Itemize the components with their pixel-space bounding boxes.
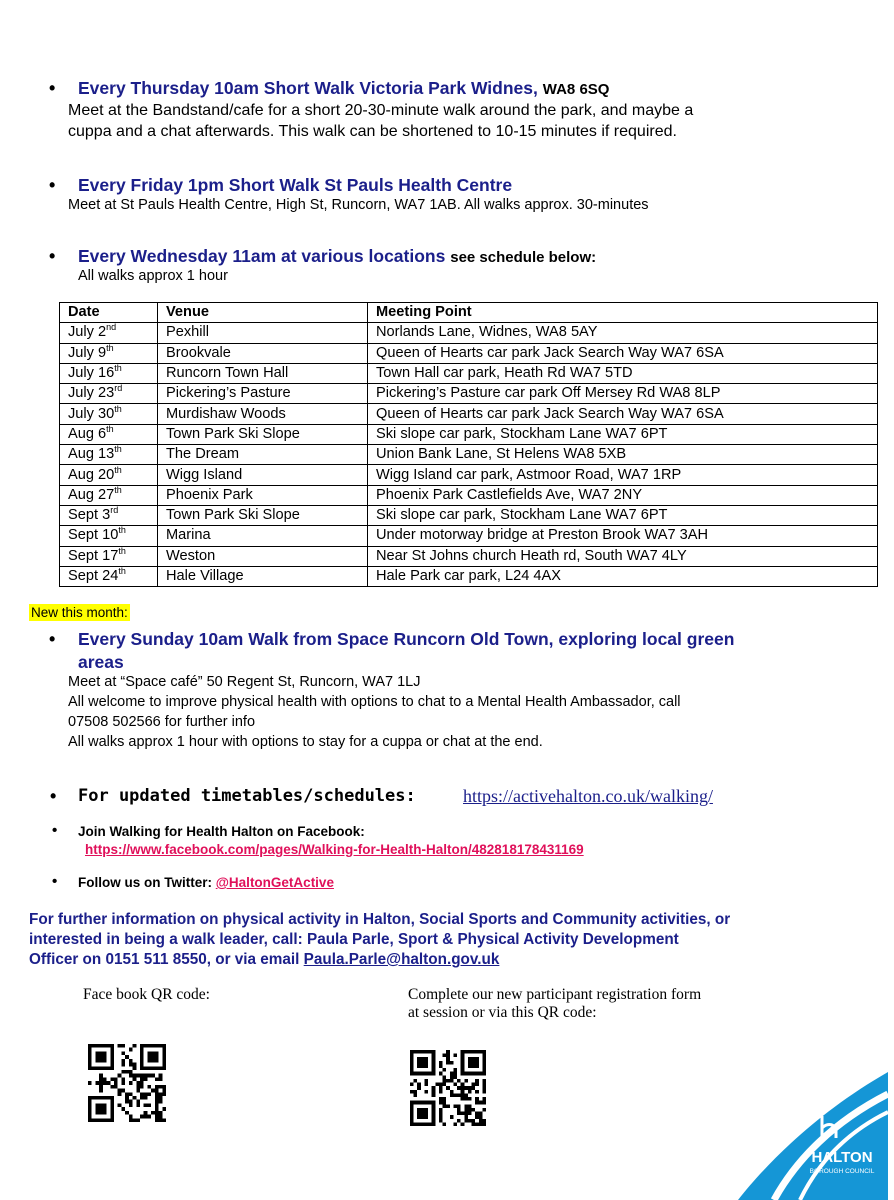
logo-name: HALTON [811,1149,873,1166]
cell-meeting-point: Pickering’s Pasture car park Off Mersey Rd WA8 8LP [368,384,878,404]
table-row [60,343,878,363]
twitter-handle-link[interactable]: @HaltonGetActive [215,875,334,890]
cell-date: Sept 10th [60,526,158,546]
cell-date: July 2nd [60,323,158,343]
table-row [60,404,878,424]
schedule-table [59,302,878,587]
updated-timetables-label: For updated timetables/schedules: [78,786,416,806]
table-row [60,546,878,566]
cell-date: July 23rd [60,384,158,404]
cell-date: Aug 27th [60,485,158,505]
cell-meeting-point: Norlands Lane, Widnes, WA8 5AY [368,323,878,343]
sunday-line4: All walks approx 1 hour with options to stay for a cuppa or chat at the end. [68,734,543,750]
sunday-line1: Meet at “Space café” 50 Regent St, Runcorn, WA7 1LJ [68,674,421,690]
cell-meeting-point: Union Bank Lane, St Helens WA8 5XB [368,445,878,465]
sunday-heading-2: areas [78,652,124,672]
contact-block [29,910,730,970]
contact-line3: Officer on 0151 511 8550, or via email Paula.Parle@halton.gov.uk [29,951,500,968]
activehalton-link[interactable]: https://activehalton.co.uk/walking/ [463,786,713,806]
table-row [60,424,878,444]
table-row [60,323,878,343]
header-venue: Venue [158,303,368,323]
cell-venue: Runcorn Town Hall [158,363,368,383]
cell-meeting-point: Ski slope car park, Stockham Lane WA7 6PT [368,424,878,444]
cell-meeting-point: Town Hall car park, Heath Rd WA7 5TD [368,363,878,383]
friday-heading: Every Friday 1pm Short Walk St Pauls Health Centre [78,175,513,195]
bullet-icon: • [49,246,56,266]
table-row [60,384,878,404]
contact-line2: interested in being a walk leader, call: Paula Parle, Sport & Physical Activity Development [29,931,679,948]
cell-venue: Pickering’s Pasture [158,384,368,404]
bullet-icon: • [50,786,57,806]
cell-date: Sept 24th [60,566,158,586]
halton-council-logo [738,1072,888,1200]
cell-venue: Weston [158,546,368,566]
cell-meeting-point: Under motorway bridge at Preston Brook WA7 3AH [368,526,878,546]
sunday-line3: 07508 502566 for further info [68,714,256,730]
cell-date: Aug 6th [60,424,158,444]
cell-date: Sept 17th [60,546,158,566]
logo-swoosh-shape [738,1072,888,1200]
new-this-month-badge: New this month: [31,605,128,620]
facebook-label: Join Walking for Health Halton on Facebook: [78,824,365,839]
registration-qr-label-2: at session or via this QR code: [408,1004,597,1021]
facebook-link[interactable]: https://www.facebook.com/pages/Walking-for-Health-Halton/482818178431169 [85,842,584,857]
table-row [60,363,878,383]
registration-qr-code[interactable] [410,1050,486,1126]
cell-date: July 30th [60,404,158,424]
registration-qr-label-1: Complete our new participant registration form [408,986,702,1003]
cell-venue: Murdishaw Woods [158,404,368,424]
header-meeting-point: Meeting Point [368,303,878,323]
cell-venue: The Dream [158,445,368,465]
table-row [60,566,878,586]
bullet-icon: • [49,175,56,195]
cell-date: Sept 3rd [60,505,158,525]
cell-venue: Pexhill [158,323,368,343]
table-row [60,505,878,525]
cell-venue: Town Park Ski Slope [158,505,368,525]
bullet-icon: • [49,629,56,649]
logo-sub: BOROUGH COUNCIL [809,1168,875,1175]
header-date: Date [60,303,158,323]
thursday-line2: cuppa and a chat afterwards. This walk can be shortened to 10-15 minutes if required. [68,123,677,140]
wednesday-heading: Every Wednesday 11am at various locations see schedule below: [78,246,597,266]
bullet-icon: • [52,873,58,890]
table-row [60,485,878,505]
cell-date: July 9th [60,343,158,363]
sunday-heading-1: Every Sunday 10am Walk from Space Runcorn Old Town, exploring local green [78,629,735,649]
bullet-icon: • [52,822,58,839]
contact-email-link[interactable]: Paula.Parle@halton.gov.uk [303,951,500,968]
sunday-line2: All welcome to improve physical health with options to chat to a Mental Health Ambassador, call [68,694,681,710]
cell-meeting-point: Wigg Island car park, Astmoor Road, WA7 1RP [368,465,878,485]
cell-meeting-point: Near St Johns church Heath rd, South WA7 4LY [368,546,878,566]
cell-date: Aug 20th [60,465,158,485]
cell-venue: Hale Village [158,566,368,586]
table-row [60,445,878,465]
cell-venue: Phoenix Park [158,485,368,505]
cell-meeting-point: Queen of Hearts car park Jack Search Way WA7 6SA [368,343,878,363]
bullet-icon: • [49,78,56,98]
cell-date: July 16th [60,363,158,383]
contact-line1: For further information on physical activity in Halton, Social Sports and Community activities, or [29,911,731,928]
thursday-heading: Every Thursday 10am Short Walk Victoria Park Widnes, WA8 6SQ [78,78,610,98]
facebook-qr-code[interactable] [88,1044,166,1122]
cell-venue: Wigg Island [158,465,368,485]
cell-venue: Town Park Ski Slope [158,424,368,444]
table-header-row [60,303,878,323]
thursday-line1: Meet at the Bandstand/cafe for a short 20-30-minute walk around the park, and maybe a [68,102,694,119]
cell-date: Aug 13th [60,445,158,465]
twitter-line: Follow us on Twitter: @HaltonGetActive [78,875,334,890]
table-row [60,526,878,546]
cell-meeting-point: Hale Park car park, L24 4AX [368,566,878,586]
cell-meeting-point: Phoenix Park Castlefields Ave, WA7 2NY [368,485,878,505]
cell-meeting-point: Queen of Hearts car park Jack Search Way WA7 6SA [368,404,878,424]
friday-line1: Meet at St Pauls Health Centre, High St, Runcorn, WA7 1AB. All walks approx. 30-minutes [68,197,649,213]
table-row [60,465,878,485]
cell-venue: Marina [158,526,368,546]
wednesday-line1: All walks approx 1 hour [78,268,228,284]
cell-venue: Brookvale [158,343,368,363]
cell-meeting-point: Ski slope car park, Stockham Lane WA7 6PT [368,505,878,525]
facebook-qr-label: Face book QR code: [83,986,210,1003]
